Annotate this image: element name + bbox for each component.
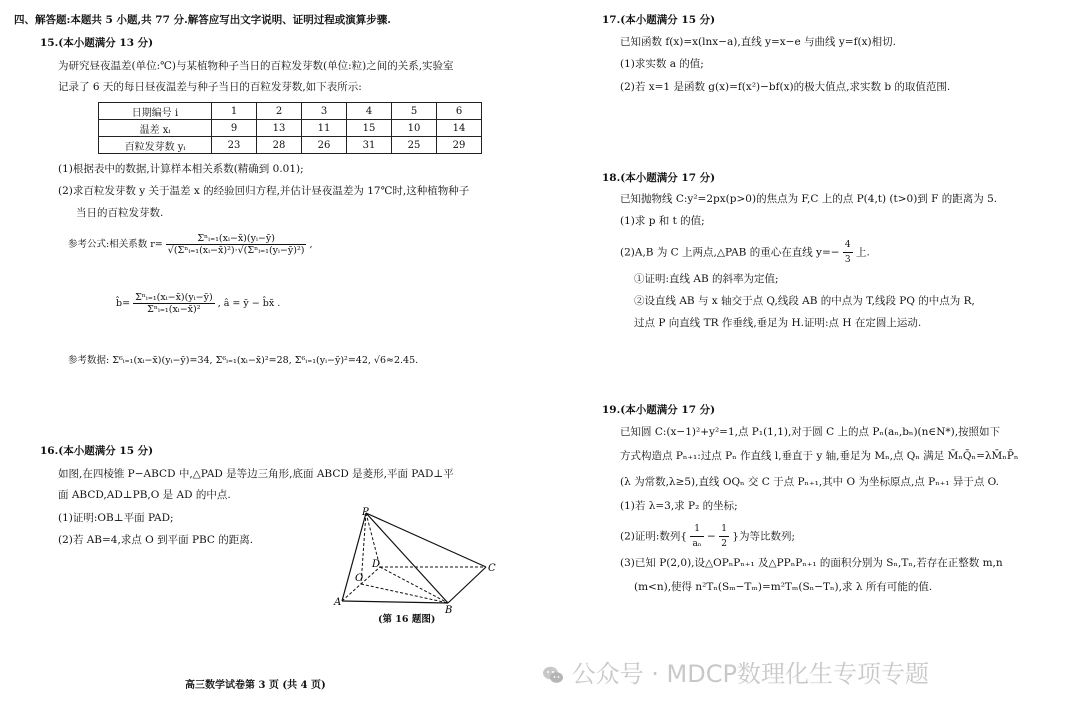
q19-part-1: (1)若 λ=3,求 P₂ 的坐标; — [620, 500, 738, 512]
table-cell: 25 — [392, 137, 437, 154]
table-row-label: 日期编号 i — [99, 103, 212, 120]
table-cell: 23 — [212, 137, 257, 154]
watermark-text: 公众号 · MDCP数理化生专项专题 — [571, 660, 929, 688]
table-cell: 15 — [347, 120, 392, 137]
table-cell: 1 — [212, 103, 257, 120]
q15-part-2a: (2)求百粒发芽数 y 关于温差 x 的经验回归方程,并估计昼夜温差为 17℃时,这种植物种子 — [58, 185, 470, 197]
table-cell: 13 — [257, 120, 302, 137]
q15-formula-r — [68, 233, 313, 256]
q17-part-1: (1)求实数 a 的值; — [620, 58, 704, 70]
q18-title: 18.(本小题满分 17 分) — [602, 172, 716, 184]
q19-fraction-2 — [719, 522, 729, 551]
q19-title: 19.(本小题满分 17 分) — [602, 404, 716, 416]
table-cell: 29 — [437, 137, 482, 154]
label-O: O — [355, 573, 364, 584]
q18-fraction-den: 3 — [844, 255, 851, 265]
q16-line-2: 面 ABCD,AD⊥PB,O 是 AD 的中点. — [58, 489, 231, 501]
q19-line-1: 已知圆 C:(x−1)²+y²=1,点 P₁(1,1),对于圆 C 上的点 Pₙ(aₙ,bₙ)(n∈N*),按照如下 — [620, 426, 1001, 438]
q18-sub-1: ①证明:直线 AB 的斜率为定值; — [634, 273, 779, 285]
table-cell: 6 — [437, 103, 482, 120]
table-row-label: 温差 xᵢ — [99, 120, 212, 137]
q15-title: 15.(本小题满分 13 分) — [40, 37, 154, 49]
b-numerator: Σⁿᵢ₌₁(xᵢ−x̄)(yᵢ−ȳ) — [135, 292, 213, 303]
q17-title: 17.(本小题满分 15 分) — [602, 14, 716, 26]
table-cell: 3 — [302, 103, 347, 120]
q18-line-1: 已知抛物线 C:y²=2px(p>0)的焦点为 F,C 上的点 P(4,t) (t>0)到 F 的距离为 5. — [620, 193, 998, 205]
q18-fraction-num: 4 — [843, 238, 853, 253]
q18-part-2-text: (2)A,B 为 C 上两点,△PAB 的重心在直线 y=− — [620, 246, 840, 259]
label-D: D — [372, 559, 381, 570]
q18-part-2 — [620, 238, 870, 267]
q17-line-1: 已知函数 f(x)=x(lnx−a),直线 y=x−e 与曲线 y=f(x)相切. — [620, 36, 896, 48]
q18-part-1: (1)求 p 和 t 的值; — [620, 215, 705, 227]
table-cell: 9 — [212, 120, 257, 137]
table-cell: 11 — [302, 120, 347, 137]
wechat-icon — [542, 665, 564, 685]
q15-intro-1: 为研究昼夜温差(单位:℃)与某植物种子当日的百粒发芽数(单位:粒)之间的关系,实验室 — [58, 60, 454, 72]
page-footer: 高三数学试卷第 3 页 (共 4 页) — [185, 680, 326, 691]
table-cell: 26 — [302, 137, 347, 154]
formula-label: 参考公式:相关系数 r= — [68, 239, 163, 250]
r-end: , — [309, 239, 313, 250]
b-fraction — [133, 292, 215, 315]
q15-intro-2: 记录了 6 天的每日昼夜温差与种子当日的百粒发芽数,如下表所示: — [58, 81, 362, 93]
q15-data-table — [98, 102, 482, 154]
q18-part-2-post: 上. — [856, 246, 870, 259]
q19-part-3b: (m<n),使得 n²Tₙ(Sₘ−Tₘ)=m²Tₘ(Sₙ−Tₙ),求 λ 所有可能的值. — [634, 581, 933, 593]
q16-title: 16.(本小题满分 15 分) — [40, 445, 154, 457]
label-P: P — [362, 507, 369, 518]
label-C: C — [488, 563, 496, 574]
b-label: b̂= — [116, 298, 131, 309]
data-values: Σ⁶ᵢ₌₁(xᵢ−x̄)(yᵢ−ȳ)=34, Σ⁶ᵢ₌₁(xᵢ−x̄)²=28, Σ⁶ᵢ₌₁(yᵢ−ȳ)²=42, √6≈2.45. — [112, 355, 419, 366]
pyramid-figure — [330, 505, 500, 617]
q19-fraction-1-num: 1 — [690, 522, 703, 537]
q19-fraction-2-num: 1 — [719, 522, 729, 537]
q15-part-1: (1)根据表中的数据,计算样本相关系数(精确到 0.01); — [58, 163, 304, 175]
q18-fraction — [843, 238, 853, 267]
q18-sub-2b: 过点 P 向直线 TR 作垂线,垂足为 H.证明:点 H 在定圆上运动. — [634, 317, 922, 329]
table-row — [99, 103, 482, 120]
table-cell: 10 — [392, 120, 437, 137]
q19-fraction-2-den: 2 — [721, 539, 727, 549]
q19-fraction-1-den: aₙ — [692, 539, 702, 549]
q19-part-2 — [620, 522, 795, 551]
q19-fraction-1 — [690, 522, 703, 551]
q19-part-2-post: }为等比数列; — [732, 530, 795, 543]
r-numerator: Σⁿᵢ₌₁(xᵢ−x̄)(yᵢ−ȳ) — [166, 233, 307, 245]
q16-figure-caption: (第 16 题图) — [378, 614, 436, 625]
q16-line-1: 如图,在四棱锥 P−ABCD 中,△PAD 是等边三角形,底面 ABCD 是菱形,平面 PAD⊥平 — [58, 468, 454, 480]
q15-formula-b — [116, 292, 280, 315]
table-row — [99, 120, 482, 137]
label-B: B — [445, 605, 453, 616]
q19-minus: − — [707, 530, 716, 543]
watermark — [542, 654, 929, 689]
q16-part-2: (2)若 AB=4,求点 O 到平面 PBC 的距离. — [58, 534, 254, 546]
q19-part-2-pre: (2)证明:数列{ — [620, 530, 688, 543]
b-denominator: Σⁿᵢ₌₁(xᵢ−x̄)² — [147, 304, 201, 315]
q19-line-2: 方式构造点 Pₙ₊₁:过点 Pₙ 作直线 l,垂直于 y 轴,垂足为 Mₙ,点 Qₙ 满足 M̄ₙQ̄ₙ=λM̄ₙP̄ₙ — [620, 450, 1019, 462]
table-cell: 5 — [392, 103, 437, 120]
r-denominator: √(Σⁿᵢ₌₁(xᵢ−x̄)²)·√(Σⁿᵢ₌₁(yᵢ−ȳ)²) — [167, 245, 305, 256]
data-label: 参考数据: — [68, 355, 110, 366]
table-cell: 4 — [347, 103, 392, 120]
section-heading: 四、解答题:本题共 5 小题,共 77 分.解答应写出文字说明、证明过程或演算步骤. — [14, 14, 391, 26]
q18-sub-2a: ②设直线 AB 与 x 轴交于点 Q,线段 AB 的中点为 T,线段 PQ 的中点为 R, — [634, 295, 975, 307]
q19-line-3: (λ 为常数,λ≥5),直线 OQₙ 交 C 于点 Pₙ₊₁,其中 O 为坐标原点,点 Pₙ₊₁ 异于点 O. — [620, 476, 999, 488]
label-A: A — [334, 597, 342, 608]
table-cell: 28 — [257, 137, 302, 154]
table-row — [99, 137, 482, 154]
table-cell: 14 — [437, 120, 482, 137]
a-formula: , â = ȳ − b̂x̄ . — [217, 298, 281, 309]
table-row-label: 百粒发芽数 yᵢ — [99, 137, 212, 154]
table-cell: 31 — [347, 137, 392, 154]
q15-reference-data — [68, 352, 418, 366]
table-cell: 2 — [257, 103, 302, 120]
r-fraction — [166, 233, 307, 256]
q19-part-3a: (3)已知 P(2,0),设△OPₙPₙ₊₁ 及△PPₙPₙ₊₁ 的面积分别为 Sₙ,Tₙ,若存在正整数 m,n — [620, 557, 1003, 569]
q17-part-2: (2)若 x=1 是函数 g(x)=f(x²)−bf(x)的极大值点,求实数 b 的取值范围. — [620, 81, 951, 93]
q16-part-1: (1)证明:OB⊥平面 PAD; — [58, 512, 174, 524]
q15-part-2b: 当日的百粒发芽数. — [76, 207, 164, 219]
